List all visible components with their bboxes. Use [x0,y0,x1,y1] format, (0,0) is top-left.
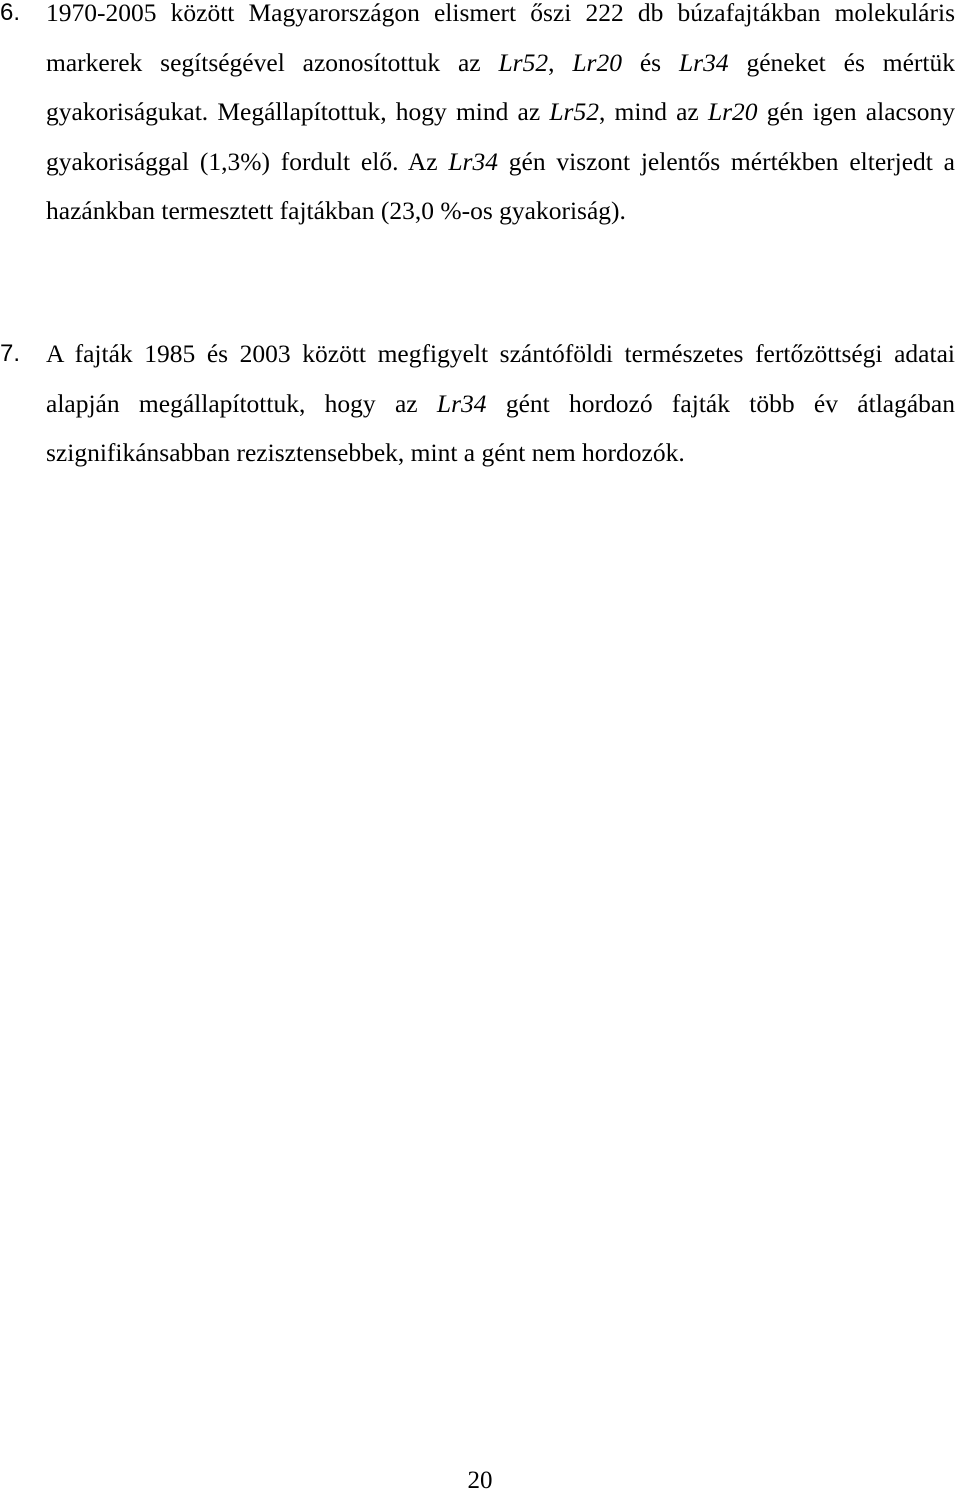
gene-name: Lr52 [498,47,549,77]
gene-name: Lr52 [549,97,599,127]
gene-name: Lr20 [707,97,758,127]
gene-name: Lr34 [436,388,487,418]
text-segment: 1970-2005 között Magyarországon elismert őszi 222 db búzafajtákban molekuláris markerek segítségével azonosítottuk az [46,0,955,77]
item-number: 7. [0,340,21,367]
text-segment: gén viszont jelentős mértékben elterjedt a hazánkban termesztett fajtákban (23,0 %-os gyakoriság). [46,146,955,226]
gene-name: Lr34 [678,47,729,77]
item-number: 6. [0,0,21,26]
item-text [46,0,955,236]
text-segment: gén igen alacsony gyakorisággal (1,3%) fordult elő. Az [46,97,956,176]
gene-name: Lr34 [448,146,498,176]
text-segment: és [621,47,679,77]
conclusion-item-6 [0,0,955,236]
text-segment: gént hordozó fajták több év átlagában szignifikánsabban rezisztensebbek, mint a gént nem hordozók. [46,388,955,468]
text-segment: A fajták 1985 és 2003 között megfigyelt szántóföldi természetes fertőzöttségi adatai alapján megállapítottuk, hogy az [46,339,955,418]
page-number: 20 [467,1467,493,1494]
text-segment: , mind az [598,97,708,127]
item-text [46,329,955,478]
gene-name: Lr20 [572,47,622,77]
conclusion-item-7 [0,329,955,478]
text-segment: géneket és mértük gyakoriságukat. Megállapítottuk, hogy mind az [46,47,955,127]
text-segment: , [548,47,573,77]
